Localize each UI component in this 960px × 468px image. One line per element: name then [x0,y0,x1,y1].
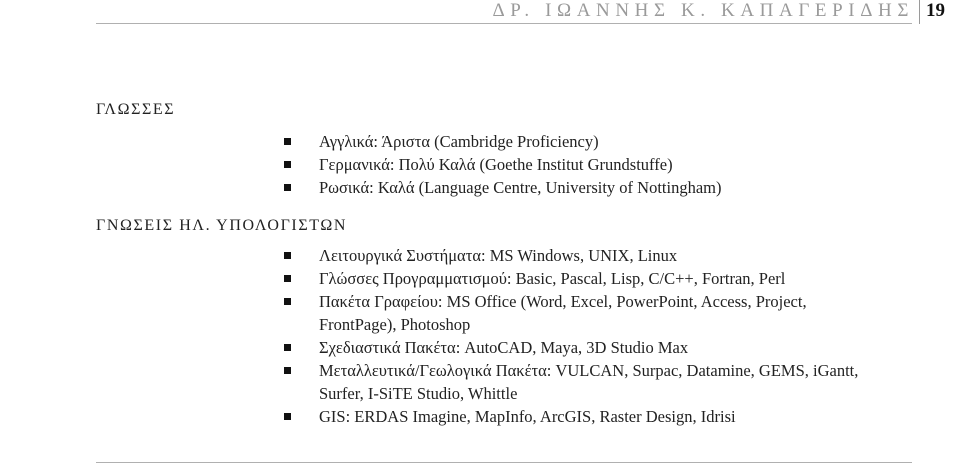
square-bullet-icon [284,275,291,282]
list-item-text: Αγγλικά: Άριστα (Cambridge Proficiency) [319,132,599,151]
header-author-name: ΔΡ. ΙΩΑΝΝΗΣ Κ. ΚΑΠΑΓΕΡΙΔΗΣ [492,0,914,21]
list-item [284,153,864,176]
square-bullet-icon [284,344,291,351]
square-bullet-icon [284,161,291,168]
square-bullet-icon [284,413,291,420]
square-bullet-icon [284,367,291,374]
square-bullet-icon [284,252,291,259]
computer-skills-section-title: ΓΝΩΣΕΙΣ ΗΛ. ΥΠΟΛΟΓΙΣΤΩΝ [96,217,348,234]
header-rule [96,23,912,24]
list-item [284,336,864,359]
square-bullet-icon [284,138,291,145]
list-item [284,176,864,199]
list-item [284,244,864,267]
footer-rule [96,462,912,463]
square-bullet-icon [284,298,291,305]
list-item-text: GIS: ERDAS Imagine, MapInfo, ArcGIS, Raster Design, Idrisi [319,407,736,426]
list-item-text: Λειτουργικά Συστήματα: MS Windows, UNIX, Linux [319,246,678,265]
list-item-text: Σχεδιαστικά Πακέτα: AutoCAD, Maya, 3D Studio Max [319,338,689,357]
list-item [284,267,864,290]
list-item [284,130,864,153]
list-item-text: Γερμανικά: Πολύ Καλά (Goethe Institut Grundstuffe) [319,155,673,174]
list-item [284,290,864,336]
list-item [284,405,864,428]
square-bullet-icon [284,184,291,191]
list-item-text: Πακέτα Γραφείου: MS Office (Word, Excel, PowerPoint, Access, Project, FrontPage), Photoshop [319,292,807,334]
list-item-text: Γλώσσες Προγραμματισμού: Basic, Pascal, Lisp, C/C++, Fortran, Perl [319,269,786,288]
page-header [0,0,960,26]
list-item-text: Μεταλλευτικά/Γεωλογικά Πακέτα: VULCAN, Surpac, Datamine, GEMS, iGantt, Surfer, I-SiTE Studio, Whittle [319,361,859,403]
languages-list [284,130,864,199]
list-item [284,359,864,405]
list-item-text: Ρωσικά: Καλά (Language Centre, University of Nottingham) [319,178,722,197]
languages-section-title: ΓΛΩΣΣΕΣ [96,101,176,118]
page-number: 19 [926,0,945,21]
computer-skills-list [284,244,864,428]
header-separator [919,0,920,24]
